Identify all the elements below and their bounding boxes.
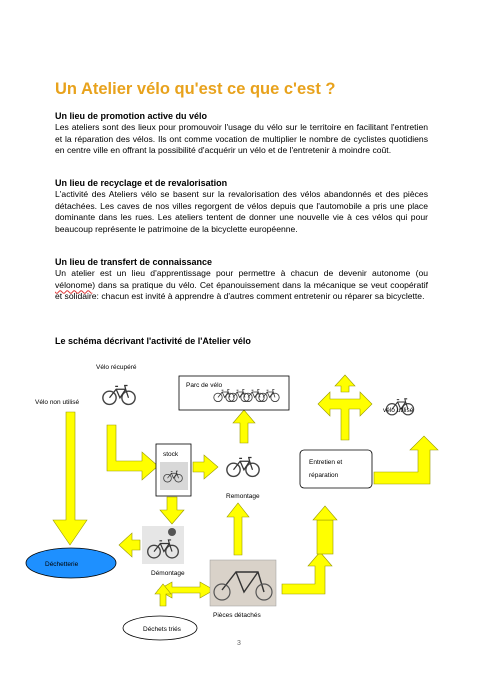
pieces-detachees-image (210, 560, 276, 606)
section-heading: Un lieu de recyclage et de revalorisation (55, 178, 228, 188)
document-title: Un Atelier vélo qu'est ce que c'est ? (55, 80, 336, 98)
label-remontage: Remontage (226, 493, 260, 500)
arrow-entretien-to-velo-utilise (374, 436, 438, 484)
label-entretien: Entretien et (309, 459, 343, 466)
arrow-demontage-to-dechetterie (119, 533, 140, 557)
arrow-t-shape (318, 392, 372, 440)
page-number: 3 (237, 640, 241, 647)
arrow-pieces-to-entretien (282, 552, 332, 594)
section-paragraph: L'activité des Ateliers vélo se basent sur la revalorisation des vélos abandonnés et des pièces détachées. Les caves de nos villes regorgent de vélos depuis que l'automobile a pris une place dominante dans les rues. Les ateliers tentent de donner une nouvelle vie à ces vélos qui pour beaucoup représente le patrimoine de la bicyclette européenne. (55, 189, 428, 234)
label-dechets-tries: Déchets triés (143, 626, 181, 633)
label-pieces-detachees: Pièces détachés (213, 612, 261, 619)
label-velo-non-utilise: Vélo non utilisé (35, 399, 80, 406)
label-demontage: Démontage (151, 570, 185, 577)
spellcheck-flagged-word: vélonome (55, 279, 93, 290)
entretien-reparation-box (300, 450, 372, 488)
arrow-pieces-to-remontage (227, 503, 249, 555)
paragraph-text: ) dans sa pratique du vélo. Cet épanouissement dans la mécanique se veut coopératif et solidaire: chacun est invité à apprendre à d'autres comment entretenir ou réparer sa bicyclette. (55, 279, 428, 302)
velo-recupere-image (103, 385, 135, 404)
label-parc-de-velo: Parc de vélo (186, 382, 223, 389)
arrow-to-entretien-head (313, 506, 337, 520)
label-velo-utilise: vélo utilisé (383, 407, 414, 414)
arrow-to-entretien-bar (317, 520, 333, 554)
arrow-stock-to-remontage (193, 455, 218, 479)
section-heading: Un lieu de transfert de connaissance (55, 257, 213, 267)
arrow-stock-to-demontage (160, 497, 184, 524)
label-velo-recupere: Vélo récupéré (96, 364, 137, 371)
section-heading: Un lieu de promotion active du vélo (55, 111, 208, 121)
paragraph-text: Un atelier est un lieu d'apprentissage pour permettre à chacun de devenir autonome (ou (55, 268, 428, 278)
label-reparation: réparation (309, 472, 339, 479)
arrow-velo-recupere-to-stock (107, 425, 158, 480)
schema-title: Le schéma décrivant l'activité de l'Atelier vélo (55, 336, 251, 346)
label-dechetterie: Déchetterie (45, 561, 79, 568)
demontage-image (142, 526, 184, 564)
arrow-t-shape-top (335, 375, 355, 392)
stock-image (160, 462, 188, 490)
remontage-image (227, 457, 259, 476)
arrow-remontage-to-parc (233, 410, 255, 443)
label-stock: stock (163, 451, 179, 458)
section-paragraph: Les ateliers sont des lieux pour promouvoir l'usage du vélo sur le territoire en facilitant l'entretien et la réparation des vélos. Ils ont comme vocation de multiplier le nombre de cyclistes quotidiens en centre ville en offrant la possibilité d'acquérir un vélo et de l'entretenir à moindre coût. (55, 122, 428, 156)
arrow-velo-non-utilise-to-dechetterie (53, 412, 87, 545)
